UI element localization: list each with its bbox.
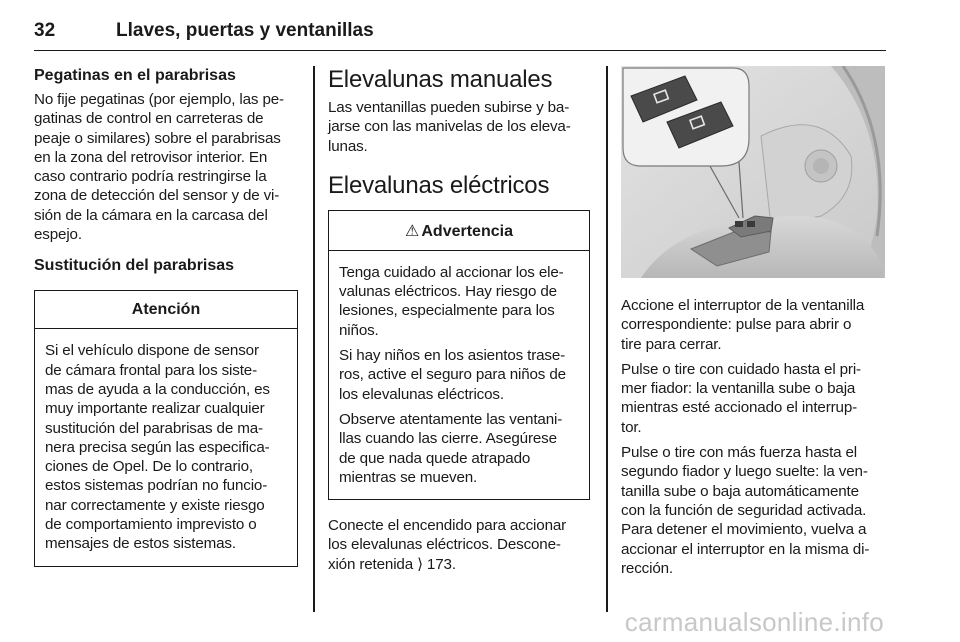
text-line: Si hay niños en los asientos trase-: [339, 347, 566, 365]
text-line: Las ventanillas pueden subirse y ba-: [328, 99, 570, 116]
text-line: accionar el interruptor en la misma di-: [621, 540, 870, 558]
text-line: mas de ayuda a la conducción, es: [45, 380, 270, 398]
column-3: [621, 66, 887, 584]
watermark: carmanualsonline.info: [624, 607, 884, 637]
section-heading-electricos: Elevalunas eléctricos: [328, 171, 550, 199]
text-line: ciones de Opel. De lo contrario,: [45, 458, 253, 476]
text-line: Para detener el movimiento, vuelva a: [621, 521, 867, 539]
text-line: xión retenida ⟩ 173.: [328, 555, 456, 573]
warning-body: [329, 251, 589, 499]
chapter-title: Llaves, puertas y ventanillas: [116, 20, 374, 41]
text-line: ros, active el seguro para niños de: [339, 366, 566, 384]
text-line: de comportamiento imprevisto o: [45, 516, 257, 534]
warning-icon: ⚠: [405, 222, 420, 240]
text-line: sión de la cámara en la carcasa del: [34, 206, 268, 224]
text-line: Observe atentamente las ventani-: [339, 410, 563, 428]
warning-paragraph: [339, 410, 579, 487]
paragraph-pegatinas: [34, 90, 298, 244]
paragraph-segundo-fiador: [621, 443, 887, 578]
text-line: estos sistemas podrían no funcio-: [45, 477, 268, 495]
text-line: mientras se mueven.: [339, 468, 478, 486]
text-line: mientras esté accionado el interrup-: [621, 399, 858, 417]
text-line: tor.: [621, 418, 642, 436]
text-line: No fije pegatinas (por ejemplo, las pe-: [34, 91, 284, 108]
text-line: los elevalunas eléctricos. Descone-: [328, 536, 561, 554]
text-line: correspondiente: pulse para abrir o: [621, 316, 852, 334]
paragraph-primer-fiador: [621, 360, 887, 437]
page-header: [34, 20, 886, 51]
text-line: valunas eléctricos. Hay riesgo de: [339, 283, 557, 301]
text-line: Si el vehículo dispone de sensor: [45, 342, 259, 360]
notice-box: [34, 290, 298, 566]
text-line: nar correctamente y existe riesgo: [45, 496, 265, 514]
text-line: rección.: [621, 559, 673, 577]
text-line: Pulse o tire con más fuerza hasta el: [621, 444, 858, 462]
text-line: jarse con las manivelas de los eleva-: [328, 118, 571, 136]
text-line: peaje o similares) sobre el parabrisas: [34, 129, 281, 147]
text-line: sustitución del parabrisas de ma-: [45, 419, 263, 437]
notice-body: [35, 329, 297, 565]
text-line: segundo fiador y luego suelte: la ven-: [621, 463, 868, 481]
text-line: lunas.: [328, 137, 368, 155]
warning-box: [328, 210, 590, 500]
section-heading-sustitucion: Sustitución del parabrisas: [34, 257, 235, 275]
text-line: mensajes de estos sistemas.: [45, 535, 236, 553]
text-line: con la función de seguridad activada.: [621, 501, 867, 519]
paragraph-accione: [621, 296, 887, 354]
text-line: espejo.: [34, 226, 82, 244]
illustration-svg: [621, 66, 885, 278]
text-line: los elevalunas eléctricos.: [339, 385, 504, 403]
text-line: muy importante realizar cualquier: [45, 400, 265, 418]
text-line: de cámara frontal para los siste-: [45, 361, 257, 379]
text-line: caso contrario podría restringirse la: [34, 168, 267, 186]
text-line: Pulse o tire con cuidado hasta el pri-: [621, 360, 861, 378]
paragraph-encendido: [328, 516, 590, 574]
text-line: mer fiador: la ventanilla sube o baja: [621, 380, 856, 398]
column-divider: [606, 66, 608, 612]
text-line: de que nada quede atrapado: [339, 449, 531, 467]
column-divider: [313, 66, 315, 612]
text-line: Conecte el encendido para accionar: [328, 517, 567, 535]
text-line: Accione el interruptor de la ventanilla: [621, 297, 865, 314]
notice-paragraph: [45, 341, 287, 553]
text-line: nera precisa según las especifica-: [45, 438, 270, 456]
section-heading-manuales: Elevalunas manuales: [328, 66, 553, 93]
warning-paragraph: [339, 263, 579, 340]
page-number: 32: [34, 20, 56, 41]
paragraph-manuales: [328, 98, 590, 156]
notice-title: Atención: [35, 291, 297, 329]
column-1: [34, 66, 298, 567]
warning-paragraph: [339, 346, 579, 404]
text-line: llas cuando las cierre. Asegúrese: [339, 430, 557, 448]
text-line: zona de detección del sensor y de vi-: [34, 187, 280, 205]
warning-title: Advertencia: [421, 222, 513, 240]
text-line: tire para cerrar.: [621, 335, 722, 353]
text-line: lesiones, especialmente para los: [339, 302, 555, 320]
window-switch-illustration: [621, 66, 885, 278]
text-line: tanilla sube o baja automáticamente: [621, 482, 859, 500]
text-line: niños.: [339, 321, 379, 339]
section-heading-pegatinas: Pegatinas en el parabrisas: [34, 67, 236, 84]
text-line: Tenga cuidado al accionar los ele-: [339, 263, 564, 281]
text-line: en la zona del retrovisor interior. En: [34, 148, 268, 166]
text-line: gatinas de control en carreteras de: [34, 110, 264, 128]
column-2: [328, 66, 590, 580]
warning-header: [329, 211, 589, 251]
